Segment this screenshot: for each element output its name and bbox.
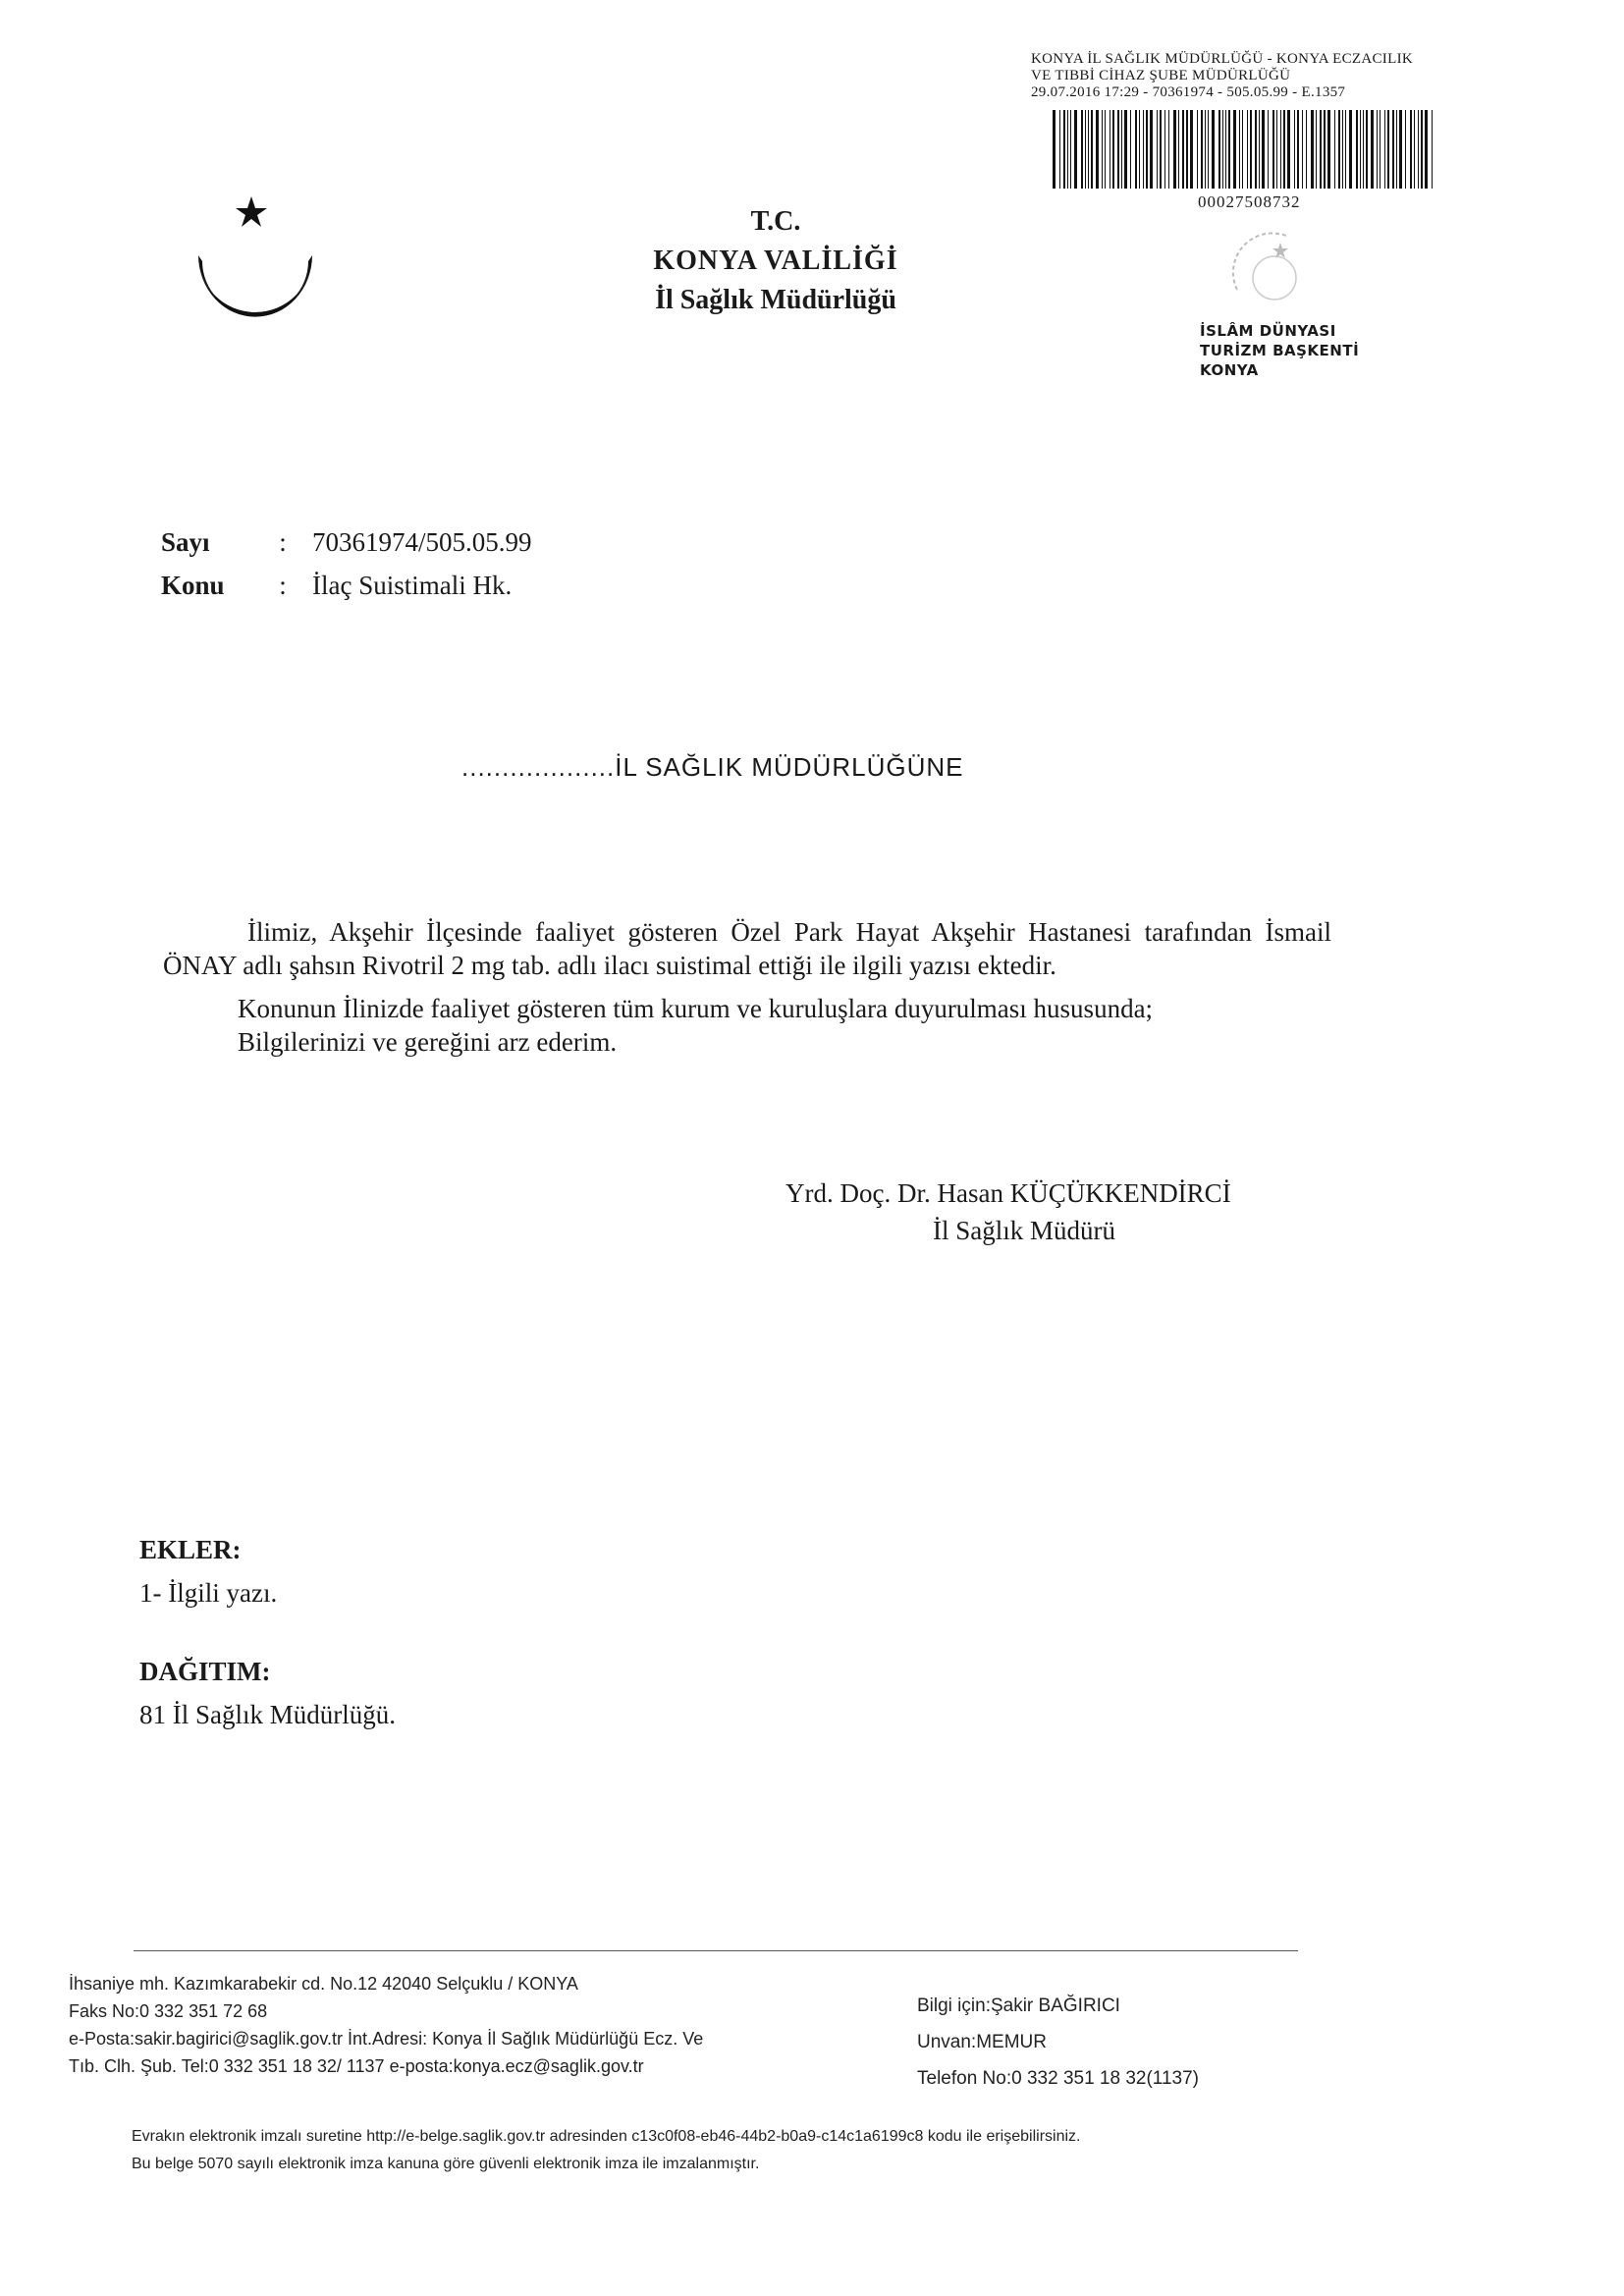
body-paragraph-2: Konunun İlinizde faaliyet gösteren tüm kurum ve kuruluşlara duyurulması hususunda; bbox=[238, 994, 1154, 1023]
signatory-name: Yrd. Doç. Dr. Hasan KÜÇÜKKENDİRCİ bbox=[785, 1178, 1231, 1208]
stamp-line-3: 29.07.2016 17:29 - 70361974 - 505.05.99 - E.1357 bbox=[1031, 84, 1346, 100]
footer-info-contact: Bilgi için:Şakir BAĞIRICI bbox=[917, 1995, 1120, 2016]
footer-address: İhsaniye mh. Kazımkarabekir cd. No.12 42040 Selçuklu / KONYA bbox=[69, 1974, 578, 1994]
letterhead-line-1: T.C. bbox=[750, 206, 801, 237]
ministry-crescent-star-logo bbox=[187, 196, 324, 344]
barcode bbox=[1053, 110, 1434, 189]
footer-info bbox=[917, 1988, 1329, 2097]
konu-label: Konu bbox=[161, 571, 225, 600]
stamp-line-1: KONYA İL SAĞLIK MÜDÜRLÜĞÜ - KONYA ECZACILIK bbox=[1031, 51, 1413, 67]
footer-info-title: Unvan:MEMUR bbox=[917, 2032, 1047, 2052]
sayi-colon: : bbox=[279, 527, 287, 557]
letterhead bbox=[550, 202, 1001, 320]
attachment-item: 1- İlgili yazı. bbox=[139, 1578, 278, 1608]
konu-row bbox=[161, 564, 532, 607]
slogan-line-2: TURİZM BAŞKENTİ bbox=[1200, 342, 1360, 359]
footer-email-line-2: Tıb. Clh. Şub. Tel:0 332 351 18 32/ 1137 e-posta:konya.ecz@saglik.gov.tr bbox=[69, 2056, 644, 2076]
footer-divider bbox=[134, 1950, 1298, 1951]
konu-colon: : bbox=[279, 571, 287, 600]
distribution-section bbox=[139, 1650, 396, 1736]
body-paragraph-3: Bilgilerinizi ve gereğini arz ederim. bbox=[238, 1027, 618, 1057]
signatory-title: İl Sağlık Müdürü bbox=[933, 1216, 1115, 1245]
slogan-line-3: KONYA bbox=[1200, 361, 1259, 379]
e-signature-line-2: Bu belge 5070 sayılı elektronik imza kanuna göre güvenli elektronik imza ile imzalanmıştır. bbox=[132, 2156, 760, 2172]
konu-value: İlaç Suistimali Hk. bbox=[312, 571, 513, 600]
letterhead-line-3: İl Sağlık Müdürlüğü bbox=[655, 285, 896, 315]
body-paragraph-1: İlimiz, Akşehir İlçesinde faaliyet gösteren Özel Park Hayat Akşehir Hastanesi tarafından İsmail ÖNAY adlı şahsın Rivotril 2 mg tab. adlı ilacı suistimal ettiği ile ilgili yazısı ektedir. bbox=[163, 917, 1331, 980]
distribution-item: 81 İl Sağlık Müdürlüğü. bbox=[139, 1700, 396, 1729]
stamp-line-2: VE TIBBİ CİHAZ ŞUBE MÜDÜRLÜĞÜ bbox=[1031, 68, 1291, 83]
footer-info-phone: Telefon No:0 332 351 18 32(1137) bbox=[917, 2068, 1199, 2089]
letter-body bbox=[163, 915, 1331, 1059]
attachments-section bbox=[139, 1528, 277, 1614]
konya-slogan bbox=[1200, 321, 1359, 380]
footer-contact bbox=[69, 1970, 884, 2080]
registry-stamp bbox=[1031, 51, 1443, 101]
letter-meta bbox=[161, 520, 532, 607]
konya-logo bbox=[1208, 221, 1326, 319]
barcode-number: 00027508732 bbox=[1198, 192, 1301, 211]
sayi-row bbox=[161, 520, 532, 564]
recipient: ...................İL SAĞLIK MÜDÜRLÜĞÜNE bbox=[461, 752, 964, 782]
attachments-heading: EKLER: bbox=[139, 1535, 242, 1564]
sayi-label: Sayı bbox=[161, 527, 210, 557]
e-signature-line-1: Evrakın elektronik imzalı suretine http://e-belge.saglik.gov.tr adresinden c13c0f08-eb46-44b2-b0a9-c14c1a6199c8 kodu ile erişebilirsiniz. bbox=[132, 2128, 1081, 2145]
letterhead-line-2: KONYA VALİLİĞİ bbox=[653, 246, 898, 276]
footer-fax: Faks No:0 332 351 72 68 bbox=[69, 2001, 268, 2021]
slogan-line-1: İSLÂM DÜNYASI bbox=[1200, 322, 1336, 340]
footer-email-line-1: e-Posta:sakir.bagirici@saglik.gov.tr İnt.Adresi: Konya İl Sağlık Müdürlüğü Ecz. Ve bbox=[69, 2029, 704, 2049]
distribution-heading: DAĞITIM: bbox=[139, 1657, 271, 1686]
sayi-value: 70361974/505.05.99 bbox=[312, 527, 532, 557]
signature-block bbox=[785, 1175, 1231, 1249]
e-signature-notice bbox=[132, 2123, 1369, 2178]
